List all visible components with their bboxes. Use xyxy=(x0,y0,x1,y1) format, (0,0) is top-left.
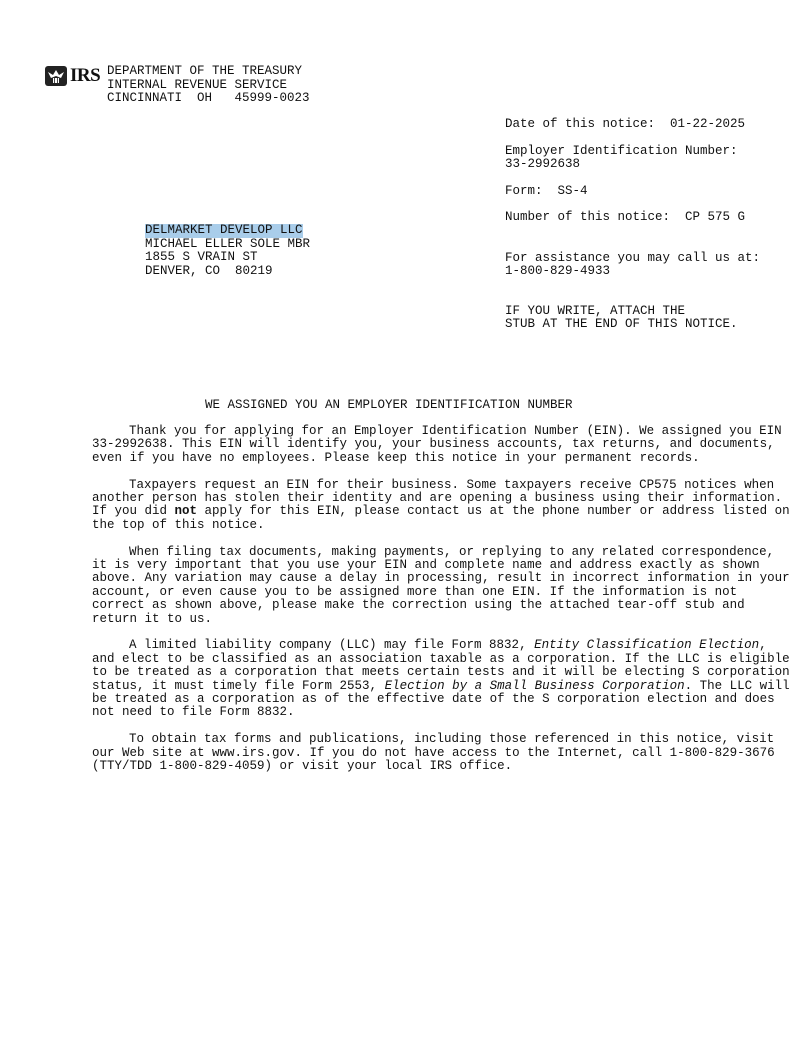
recipient-name: DELMARKET DEVELOP LLC xyxy=(145,223,303,237)
date-label: Date of this notice: xyxy=(505,117,656,131)
paragraph-llc xyxy=(92,639,792,719)
agency-line: INTERNAL REVENUE SERVICE xyxy=(107,77,288,92)
emphasis-not: not xyxy=(174,504,198,519)
form-label: Form: xyxy=(505,183,543,198)
notice-date xyxy=(505,118,795,132)
text-span: , and elect to be classified as an association taxable as a corporation. If the LLC is eligible to be treated as a corporation that meets certain tests and it will be electing S corporation status, it must timely file Form 2553, xyxy=(92,638,790,693)
assistance-label: For assistance you may call us at: xyxy=(505,250,761,265)
recipient-city: DENVER, CO 80219 xyxy=(145,263,273,278)
text-span: apply for this EIN, please contact us at the phone number or address listed on the top of this notice. xyxy=(92,504,790,532)
notice-number-value: CP 575 G xyxy=(685,210,746,224)
agency-line: DEPARTMENT OF THE TREASURY xyxy=(107,64,303,78)
agency-line: CINCINNATI OH 45999-0023 xyxy=(107,91,310,105)
text-span: A limited liability company (LLC) may file Form 8832, xyxy=(129,638,535,653)
agency-address xyxy=(107,65,310,106)
write-instruction-1: IF YOU WRITE, ATTACH THE xyxy=(505,303,686,318)
text-span: . The LLC will be treated as a corporation as of the effective date of the S corporation election and does not need to file Form 8832. xyxy=(92,678,790,720)
notice-number-label: Number of this notice: xyxy=(505,210,671,224)
paragraph-identity-theft xyxy=(92,479,792,533)
notice-body xyxy=(92,425,792,787)
form-value: SS-4 xyxy=(557,183,588,198)
assistance-phone: 1-800-829-4933 xyxy=(505,264,611,278)
recipient-contact: MICHAEL ELLER SOLE MBR xyxy=(145,236,311,251)
form-8832-title: Entity Classification Election xyxy=(534,638,760,653)
form-2553-title: Election by a Small Business Corporation xyxy=(384,678,685,693)
date-value: 01-22-2025 xyxy=(670,117,746,131)
irs-eagle-icon xyxy=(44,64,68,88)
irs-wordmark: IRS xyxy=(70,65,101,86)
ein-value: 33-2992638 xyxy=(505,157,581,171)
notice-number-row xyxy=(505,211,795,225)
notice-info xyxy=(505,118,795,332)
paragraph-filing: When filing tax documents, making payments, or replying to any related correspondence, it is very important that you use your EIN and complete name and address exactly as shown above. Any variation may cause a delay in processing, result in incorrect information in your account, or even cause you to be assigned more than one EIN. If the information is not correct as shown above, please make the correction using the attached tear-off stub and return it to us. xyxy=(92,544,790,626)
notice-title: WE ASSIGNED YOU AN EMPLOYER IDENTIFICATION NUMBER xyxy=(205,398,573,412)
text-span: Taxpayers request an EIN for their business. Some taxpayers receive CP575 notices when another person has stolen their identity and are opening a business using their information. If you did xyxy=(92,477,783,519)
recipient-street: 1855 S VRAIN ST xyxy=(145,250,258,264)
irs-logo xyxy=(44,64,100,88)
recipient-address xyxy=(145,224,310,278)
paragraph-forms: To obtain tax forms and publications, including those referenced in this notice, visit our Web site at www.irs.gov. If you do not have access to the Internet, call 1-800-829-3676 (TTY/TDD 1-800-829-4059) or visit your local IRS office. xyxy=(92,732,775,774)
write-instruction-2: STUB AT THE END OF THIS NOTICE. xyxy=(505,317,738,331)
ein-label: Employer Identification Number: xyxy=(505,143,738,158)
form-row xyxy=(505,185,795,199)
paragraph-thank-you: Thank you for applying for an Employer Identification Number (EIN). We assigned you EIN 33-2992638. This EIN will identify you, your business accounts, tax returns, and documents, even if you have no employees. Please keep this notice in your permanent records. xyxy=(92,424,782,465)
